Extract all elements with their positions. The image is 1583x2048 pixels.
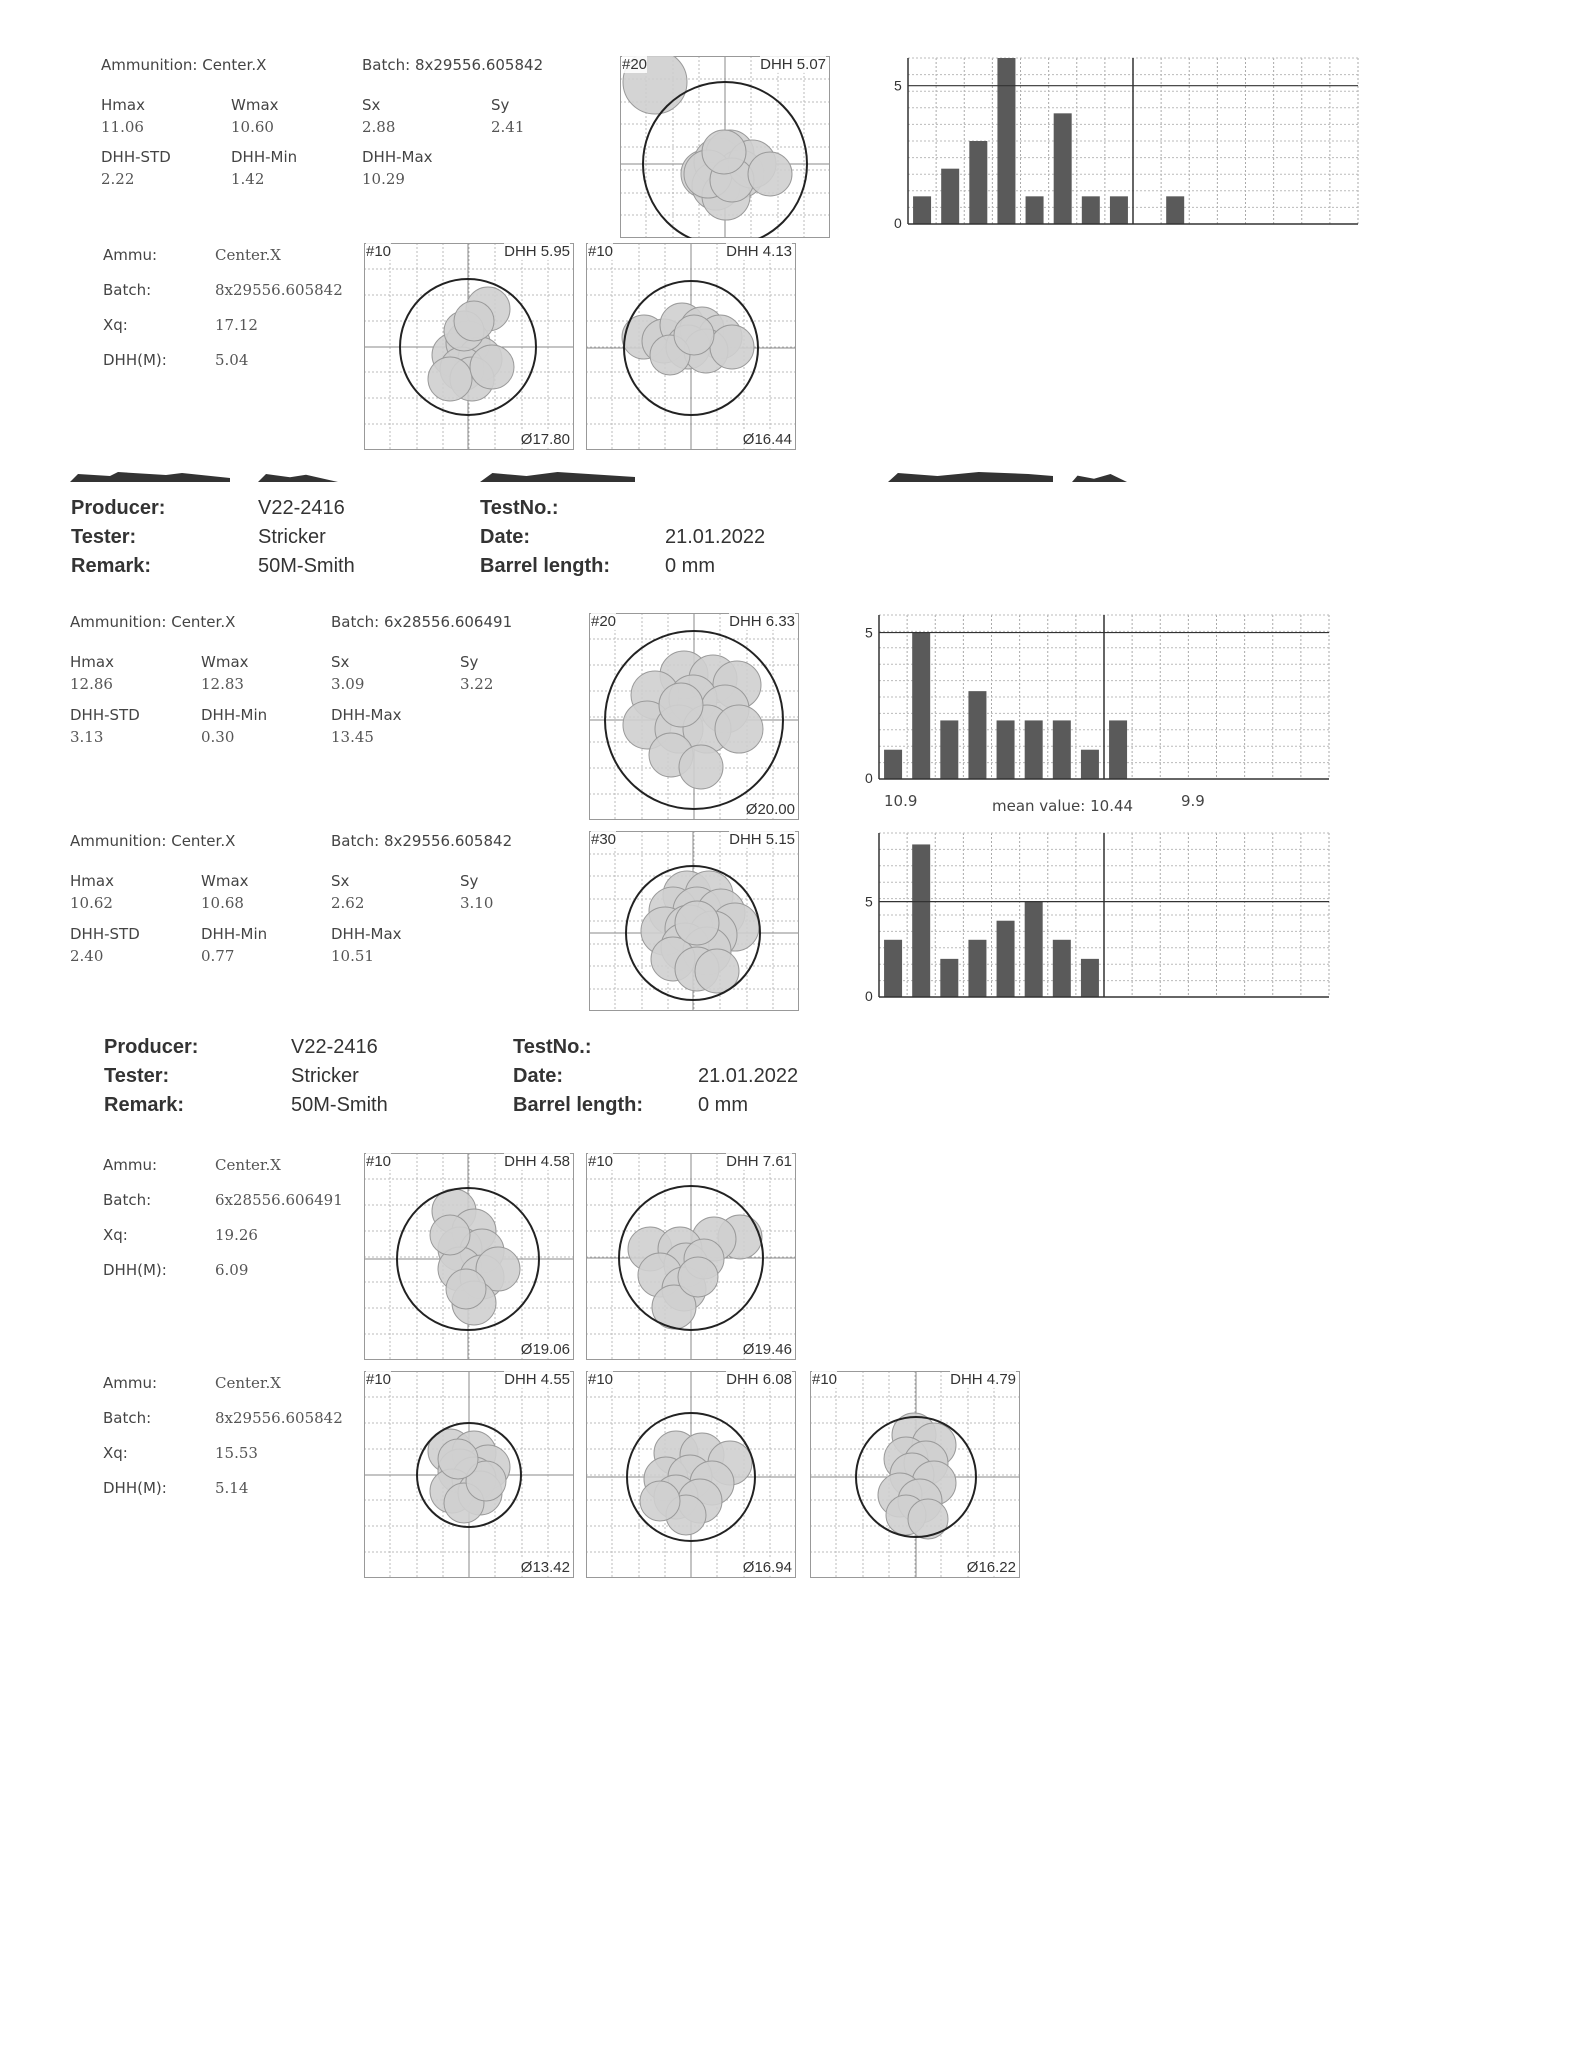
stat-value: 10.29 — [362, 170, 405, 188]
stat-value: 3.09 — [331, 675, 365, 693]
histogram-bar — [912, 844, 930, 997]
cut-off-heading — [480, 472, 635, 482]
stat-label: Hmax — [70, 653, 114, 671]
shot-hole — [438, 1439, 478, 1479]
stat-label: Sx — [331, 653, 350, 671]
summary-value: Center.X — [215, 1156, 281, 1174]
shot-hole — [446, 1269, 486, 1309]
target-diameter: Ø13.42 — [520, 1559, 570, 1576]
target-shot-count: #10 — [588, 1153, 614, 1170]
histogram-bar — [968, 940, 986, 997]
summary-label: Batch: — [103, 1409, 152, 1427]
histogram-bar — [968, 691, 986, 779]
stat-label: Sy — [460, 653, 479, 671]
target-dhh: DHH 5.07 — [760, 56, 826, 73]
y-tick-label: 5 — [894, 77, 902, 94]
remark-label: Remark: — [104, 1094, 185, 1116]
y-tick-label: 5 — [865, 893, 873, 910]
target-svg — [364, 243, 574, 450]
histogram-bar — [1054, 113, 1072, 224]
remark-value: 50M-Smith — [258, 555, 355, 577]
stat-label: DHH-Max — [331, 706, 402, 724]
stat-value: 2.62 — [331, 894, 365, 912]
summary-value: Center.X — [215, 1374, 281, 1392]
date-value: 21.01.2022 — [698, 1065, 799, 1087]
target-svg — [364, 1153, 574, 1360]
target-dhh: DHH 5.15 — [729, 831, 795, 848]
stat-value: 0.30 — [201, 728, 235, 746]
target-diameter: Ø19.06 — [520, 1341, 570, 1358]
y-tick-label: 0 — [865, 988, 873, 1004]
summary-label: DHH(M): — [103, 1261, 167, 1279]
y-tick-label: 0 — [894, 215, 902, 231]
summary-label: Xq: — [103, 1444, 128, 1462]
batch-label: Batch: 8x29556.605842 — [362, 56, 544, 74]
shot-group-target — [586, 1153, 796, 1360]
stat-label: Sy — [491, 96, 510, 114]
stat-value: 2.88 — [362, 118, 396, 136]
histogram-bar — [969, 141, 987, 224]
y-tick-label: 0 — [865, 770, 873, 786]
histogram-bar — [997, 720, 1015, 779]
stat-value: 2.22 — [101, 170, 135, 188]
shot-group-target — [586, 1371, 796, 1578]
histogram-bar — [884, 750, 902, 779]
target-diameter: Ø16.22 — [966, 1559, 1016, 1576]
histogram-bar — [1166, 196, 1184, 224]
target-shot-count: #10 — [588, 1371, 614, 1388]
target-shot-count: #10 — [366, 1371, 392, 1388]
stat-label: Sy — [460, 872, 479, 890]
date-label: Date: — [480, 526, 531, 548]
histogram-bar — [1082, 196, 1100, 224]
barrel-length-label: Barrel length: — [480, 555, 611, 577]
batch-label: Batch: 6x28556.606491 — [331, 613, 513, 631]
stat-label: DHH-Min — [201, 925, 268, 943]
stat-value: 10.68 — [201, 894, 244, 912]
stat-label: Wmax — [231, 96, 279, 114]
shot-group-target — [620, 56, 830, 238]
shot-hole — [470, 345, 514, 389]
histogram-svg — [880, 56, 1360, 238]
target-shot-count: #20 — [622, 56, 648, 73]
stat-value: 11.06 — [101, 118, 144, 136]
ammunition-label: Ammunition: Center.X — [70, 613, 236, 631]
cut-off-heading — [258, 474, 338, 482]
target-svg — [586, 1153, 796, 1360]
histogram-bar — [1109, 720, 1127, 779]
target-svg — [586, 243, 796, 450]
stat-label: Sx — [331, 872, 350, 890]
target-shot-count: #10 — [366, 1153, 392, 1170]
histogram-bar — [913, 196, 931, 224]
shot-group-target — [586, 243, 796, 450]
target-dhh: DHH 4.55 — [504, 1371, 570, 1388]
summary-value: 8x29556.605842 — [215, 281, 343, 299]
histogram-bar — [1053, 720, 1071, 779]
producer-label: Producer: — [71, 497, 166, 519]
cut-off-heading — [888, 472, 1053, 482]
summary-value: 5.14 — [215, 1479, 249, 1497]
summary-value: 19.26 — [215, 1226, 258, 1244]
ammunition-label: Ammunition: Center.X — [101, 56, 267, 74]
stat-value: 2.40 — [70, 947, 104, 965]
stat-value: 10.51 — [331, 947, 374, 965]
histogram-bar — [1025, 720, 1043, 779]
producer-value: V22-2416 — [291, 1036, 378, 1058]
summary-label: Xq: — [103, 1226, 128, 1244]
target-svg — [589, 613, 799, 820]
histogram-chart — [851, 613, 1331, 793]
target-dhh: DHH 6.33 — [729, 613, 795, 630]
shot-group-target — [589, 613, 799, 820]
summary-label: Ammu: — [103, 246, 158, 264]
stat-label: DHH-Min — [201, 706, 268, 724]
histogram-svg — [851, 613, 1331, 793]
shot-hole — [908, 1499, 948, 1539]
histogram-bar — [940, 959, 958, 997]
tester-label: Tester: — [104, 1065, 170, 1087]
target-shot-count: #10 — [812, 1371, 838, 1388]
tester-value: Stricker — [258, 526, 326, 548]
stat-label: DHH-STD — [101, 148, 171, 166]
tester-value: Stricker — [291, 1065, 359, 1087]
summary-label: Ammu: — [103, 1374, 158, 1392]
barrel-length-value: 0 mm — [665, 555, 715, 577]
shot-hole — [430, 1215, 470, 1255]
cut-off-heading — [1072, 474, 1127, 482]
stat-value: 1.42 — [231, 170, 265, 188]
histogram-bar — [1053, 940, 1071, 997]
shot-hole — [748, 152, 792, 196]
target-shot-count: #10 — [366, 243, 392, 260]
stat-label: Wmax — [201, 653, 249, 671]
summary-value: 6.09 — [215, 1261, 249, 1279]
shot-hole — [715, 705, 763, 753]
summary-value: Center.X — [215, 246, 281, 264]
stat-label: Sx — [362, 96, 381, 114]
histogram-bar — [912, 633, 930, 779]
target-svg — [589, 831, 799, 1011]
target-svg — [810, 1371, 1020, 1578]
target-shot-count: #10 — [588, 243, 614, 260]
shot-hole — [679, 745, 723, 789]
shot-group-target — [589, 831, 799, 1011]
ammunition-label: Ammunition: Center.X — [70, 832, 236, 850]
shot-group-target — [810, 1371, 1020, 1578]
histogram-bar — [1025, 902, 1043, 997]
shot-hole — [659, 683, 703, 727]
stat-value: 3.22 — [460, 675, 494, 693]
histogram-bar — [997, 58, 1015, 224]
shot-group-target — [364, 243, 574, 450]
target-dhh: DHH 4.13 — [726, 243, 792, 260]
target-dhh: DHH 4.58 — [504, 1153, 570, 1170]
summary-value: 17.12 — [215, 316, 258, 334]
batch-label: Batch: 8x29556.605842 — [331, 832, 513, 850]
stat-value: 13.45 — [331, 728, 374, 746]
testno-label: TestNo.: — [480, 497, 559, 519]
producer-value: V22-2416 — [258, 497, 345, 519]
shot-group-target — [364, 1153, 574, 1360]
stat-value: 12.86 — [70, 675, 113, 693]
summary-label: Xq: — [103, 316, 128, 334]
summary-label: DHH(M): — [103, 351, 167, 369]
summary-label: Ammu: — [103, 1156, 158, 1174]
summary-label: Batch: — [103, 281, 152, 299]
target-diameter: Ø20.00 — [745, 801, 795, 818]
stat-label: Hmax — [70, 872, 114, 890]
shot-hole — [675, 901, 719, 945]
stat-value: 3.13 — [70, 728, 104, 746]
stat-label: DHH-Min — [231, 148, 298, 166]
histogram-bar — [940, 720, 958, 779]
target-dhh: DHH 4.79 — [950, 1371, 1016, 1388]
histogram-x-left: 10.9 — [884, 792, 918, 810]
target-diameter: Ø19.46 — [742, 1341, 792, 1358]
stat-value: 10.62 — [70, 894, 113, 912]
cut-off-heading — [70, 472, 230, 482]
barrel-length-label: Barrel length: — [513, 1094, 644, 1116]
shot-hole — [640, 1481, 680, 1521]
shot-group-target — [364, 1371, 574, 1578]
tester-label: Tester: — [71, 526, 137, 548]
histogram-mean-label: mean value: 10.44 — [992, 797, 1134, 815]
target-dhh: DHH 6.08 — [726, 1371, 792, 1388]
histogram-bar — [1081, 959, 1099, 997]
remark-value: 50M-Smith — [291, 1094, 388, 1116]
histogram-chart — [880, 56, 1360, 238]
stat-label: Wmax — [201, 872, 249, 890]
target-diameter: Ø17.80 — [520, 431, 570, 448]
target-svg — [364, 1371, 574, 1578]
shot-hole — [678, 1257, 718, 1297]
date-value: 21.01.2022 — [665, 526, 766, 548]
stat-label: DHH-STD — [70, 706, 140, 724]
summary-value: 6x28556.606491 — [215, 1191, 343, 1209]
histogram-bar — [884, 940, 902, 997]
summary-value: 8x29556.605842 — [215, 1409, 343, 1427]
summary-value: 15.53 — [215, 1444, 258, 1462]
target-svg — [620, 56, 830, 238]
stat-value: 10.60 — [231, 118, 274, 136]
histogram-bar — [1026, 196, 1044, 224]
remark-label: Remark: — [71, 555, 152, 577]
summary-label: DHH(M): — [103, 1479, 167, 1497]
date-label: Date: — [513, 1065, 564, 1087]
target-diameter: Ø16.94 — [742, 1559, 792, 1576]
histogram-x-right: 9.9 — [1181, 792, 1205, 810]
stat-value: 3.10 — [460, 894, 494, 912]
target-dhh: DHH 5.95 — [504, 243, 570, 260]
histogram-bar — [997, 921, 1015, 997]
producer-label: Producer: — [104, 1036, 199, 1058]
barrel-length-value: 0 mm — [698, 1094, 748, 1116]
stat-value: 2.41 — [491, 118, 525, 136]
target-shot-count: #30 — [591, 831, 617, 848]
histogram-bar — [941, 169, 959, 224]
target-svg — [586, 1371, 796, 1578]
shot-hole — [674, 315, 714, 355]
stat-value: 0.77 — [201, 947, 235, 965]
histogram-chart — [851, 831, 1331, 1011]
histogram-svg — [851, 831, 1331, 1011]
y-tick-label: 5 — [865, 624, 873, 641]
shot-hole — [428, 357, 472, 401]
histogram-bar — [1110, 196, 1128, 224]
summary-label: Batch: — [103, 1191, 152, 1209]
testno-label: TestNo.: — [513, 1036, 592, 1058]
stat-label: DHH-Max — [362, 148, 433, 166]
histogram-bar — [1081, 750, 1099, 779]
shot-hole — [702, 130, 746, 174]
stat-label: DHH-STD — [70, 925, 140, 943]
summary-value: 5.04 — [215, 351, 249, 369]
target-diameter: Ø16.44 — [742, 431, 792, 448]
stat-value: 12.83 — [201, 675, 244, 693]
stat-label: DHH-Max — [331, 925, 402, 943]
shot-hole — [710, 325, 754, 369]
stat-label: Hmax — [101, 96, 145, 114]
target-dhh: DHH 7.61 — [726, 1153, 792, 1170]
target-shot-count: #20 — [591, 613, 617, 630]
shot-hole — [454, 301, 494, 341]
